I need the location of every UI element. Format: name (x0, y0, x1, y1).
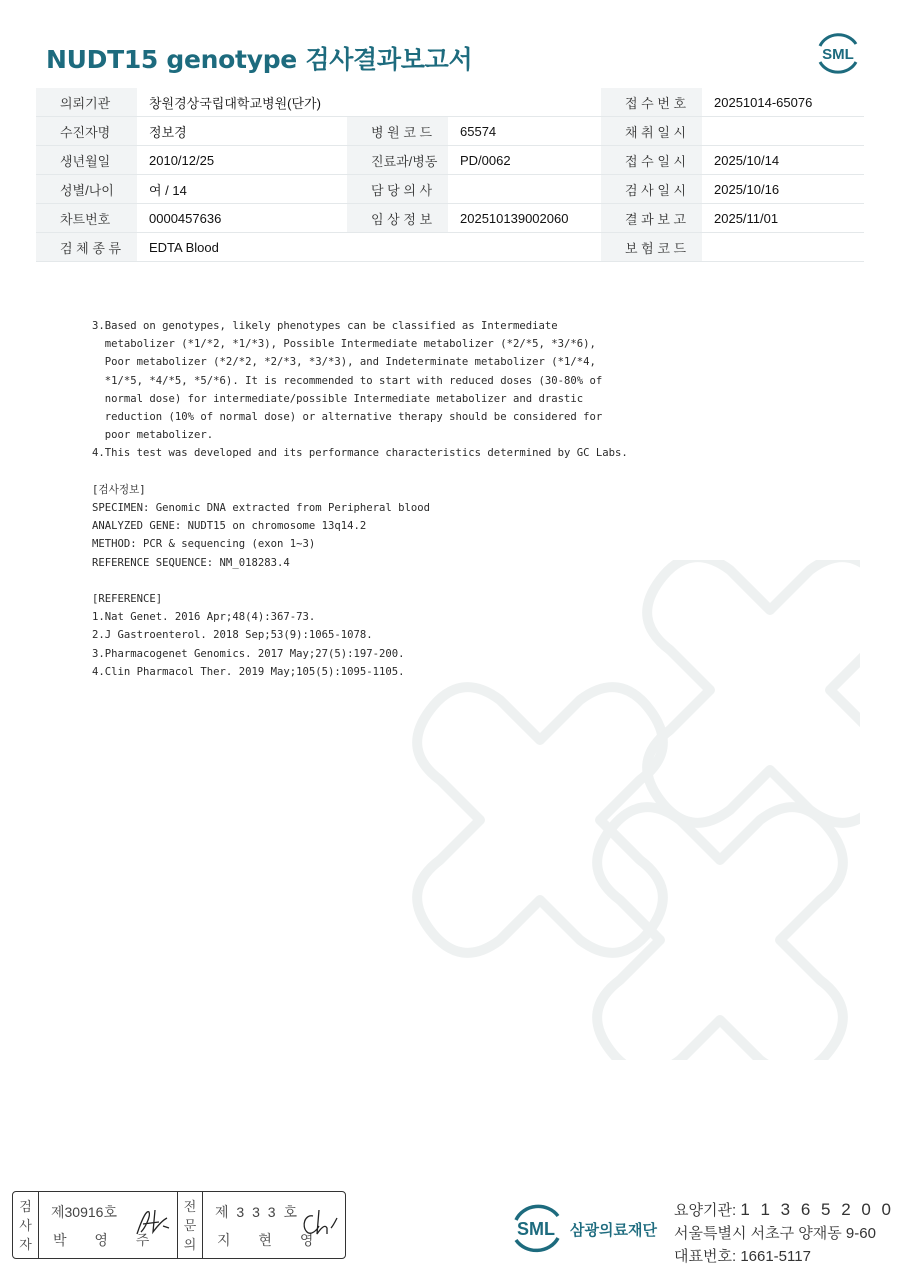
table-row (36, 233, 864, 262)
table-row (36, 117, 864, 146)
org-name: 삼광의료재단 (570, 1222, 657, 1239)
specimen-label: 검 체 종 류 (36, 233, 137, 262)
patient-info-table (36, 88, 864, 262)
insurance-label: 보 험 코 드 (601, 233, 702, 262)
phone-label: 대표번호: (674, 1248, 737, 1265)
sml-footer-logo (508, 1198, 564, 1256)
table-row (36, 175, 864, 204)
report-line: 4.Clin Pharmacol Ther. 2019 May;105(5):1095-1105. (92, 665, 405, 678)
patient-label: 수진자명 (36, 117, 137, 146)
tester-label: 검 사 자 (13, 1192, 39, 1258)
tester-license: 제30916호 (51, 1204, 117, 1220)
report-line (92, 463, 692, 481)
hospital-code-value: 65574 (448, 117, 601, 146)
report-line: reduction (10% of normal dose) or alternative therapy should be considered for (92, 411, 603, 424)
institution-value: 창원경상국립대학교병원(단가) (137, 88, 601, 117)
report-line: SPECIMEN: Genomic DNA extracted from Peripheral blood (92, 502, 431, 515)
signature-box (12, 1191, 346, 1259)
specialist-name: 지 현 영 (217, 1232, 326, 1248)
tester-name: 박 영 주 (53, 1232, 162, 1248)
report-line: 1.Nat Genet. 2016 Apr;48(4):367-73. (92, 611, 316, 624)
reported-label: 결 과 보 고 (601, 204, 702, 233)
specialist-license: 제 3 3 3 호 (215, 1204, 299, 1220)
report-title: NUDT15 genotype 검사결과보고서 (46, 45, 473, 74)
accession-label: 접 수 번 호 (601, 88, 702, 117)
dob-value: 2010/12/25 (137, 146, 347, 175)
sml-logo (812, 30, 864, 76)
report-line: 3.Pharmacogenet Genomics. 2017 May;27(5):197-200. (92, 647, 405, 660)
logo-text: SML (822, 46, 854, 63)
phone-value: 1661-5117 (740, 1248, 811, 1265)
patient-value: 정보경 (137, 117, 347, 146)
clinical-value: 202510139002060 (448, 204, 601, 233)
physician-value (448, 175, 601, 204)
report-line: 2.J Gastroenterol. 2018 Sep;53(9):1065-1078. (92, 629, 373, 642)
received-label: 접 수 일 시 (601, 146, 702, 175)
dept-label: 진료과/병동 (347, 146, 448, 175)
hospital-code-label: 병 원 코 드 (347, 117, 448, 146)
sex-age-value: 여 / 14 (137, 175, 347, 204)
tester-signature (133, 1206, 175, 1240)
report-line: *1/*5, *4/*5, *5/*6). It is recommended to start with reduced doses (30-80% of (92, 374, 603, 387)
address: 서울특별시 서초구 양재동 9-60 (674, 1225, 876, 1242)
chart-label: 차트번호 (36, 204, 137, 233)
clinical-label: 임 상 정 보 (347, 204, 448, 233)
phone (674, 1245, 811, 1266)
reported-value: 2025/11/01 (702, 204, 864, 233)
dob-label: 생년월일 (36, 146, 137, 175)
report-line: METHOD: PCR & sequencing (exon 1~3) (92, 538, 316, 551)
report-line: Poor metabolizer (*2/*2, *2/*3, *3/*3), and Indeterminate metabolizer (*1/*4, (92, 356, 596, 369)
report-line: normal dose) for intermediate/possible Intermediate metabolizer and drastic (92, 392, 584, 405)
institution-code (674, 1199, 894, 1220)
table-row (36, 88, 864, 117)
specimen-value: EDTA Blood (137, 233, 601, 262)
accession-value: 20251014-65076 (702, 88, 864, 117)
received-value: 2025/10/14 (702, 146, 864, 175)
dept-value: PD/0062 (448, 146, 601, 175)
report-line: REFERENCE SEQUENCE: NM_018283.4 (92, 556, 290, 569)
specialist-signature (297, 1206, 341, 1240)
report-body (92, 317, 692, 681)
collected-value (702, 117, 864, 146)
report-line: poor metabolizer. (92, 429, 214, 442)
tested-value: 2025/10/16 (702, 175, 864, 204)
institution-code-label: 요양기관: (674, 1202, 737, 1219)
report-line: [REFERENCE] (92, 593, 163, 606)
report-line: [검사정보] (92, 483, 146, 496)
insurance-value (702, 233, 864, 262)
table-row (36, 146, 864, 175)
report-line: metabolizer (*1/*2, *1/*3), Possible Intermediate metabolizer (*2/*5, *3/*6), (92, 338, 596, 351)
report-line: 3.Based on genotypes, likely phenotypes can be classified as Intermediate (92, 320, 558, 332)
report-line: 4.This test was developed and its performance characteristics determined by GC Labs. (92, 447, 628, 460)
tested-label: 검 사 일 시 (601, 175, 702, 204)
chart-value: 0000457636 (137, 204, 347, 233)
logo-text: SML (517, 1219, 555, 1239)
sex-age-label: 성별/나이 (36, 175, 137, 204)
specialist-label: 전 문 의 (177, 1192, 203, 1258)
report-line (92, 572, 692, 590)
institution-code-value: 1 1 3 6 5 2 0 0 (740, 1200, 895, 1219)
report-line: ANALYZED GENE: NUDT15 on chromosome 13q14.2 (92, 520, 367, 533)
institution-label: 의뢰기관 (36, 88, 137, 117)
collected-label: 채 취 일 시 (601, 117, 702, 146)
table-row (36, 204, 864, 233)
physician-label: 담 당 의 사 (347, 175, 448, 204)
